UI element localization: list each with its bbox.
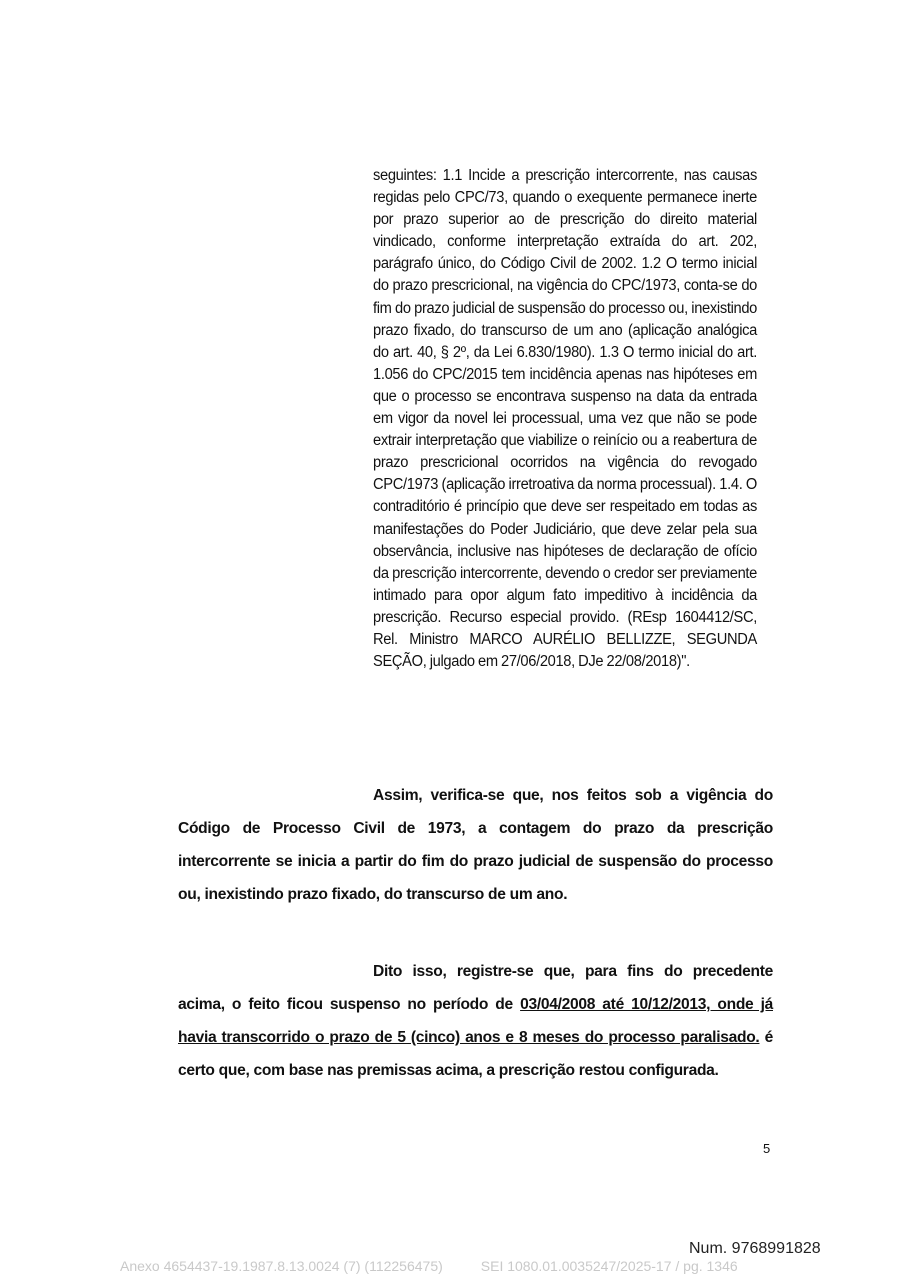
document-number: Num. 9768991828 (689, 1240, 821, 1257)
footer-stamp (120, 1258, 738, 1274)
suspension-text-start: Dito isso, registre-se que, para fins do precedente acima, o feito ficou suspenso no período de (178, 963, 773, 1013)
footer-sei: SEI 1080.01.0035247/2025-17 / pg. 1346 (480, 1258, 738, 1274)
suspension-text-end: é certo que, com base nas premissas acima, a prescrição restou configurada. (178, 1029, 774, 1079)
suspension-period-underlined: 03/04/2008 até 10/12/2013, onde já havia transcorrido o prazo de 5 (cinco) anos e 8 meses do processo paralisado. (178, 996, 773, 1046)
suspension-paragraph (178, 955, 773, 1087)
quoted-jurisprudence: seguintes: 1.1 Incide a prescrição intercorrente, nas causas regidas pelo CPC/73, quando o exequente permanece inerte por prazo superior ao de prescrição do direito material vindicado, conforme interpretação extraída do art. 202, parágrafo único, do Código Civil de 2002. 1.2 O termo inicial do prazo prescricional, na vigência do CPC/1973, conta-se do fim do prazo judicial de suspensão do processo ou, inexistindo prazo fixado, do transcurso de um ano (aplicação analógica do art. 40, § 2º, da Lei 6.830/1980). 1.3 O termo inicial do art. 1.056 do CPC/2015 tem incidência apenas nas hipóteses em que o processo se encontrava suspenso na data da entrada em vigor da novel lei processual, uma vez que não se pode extrair interpretação que viabilize o reinício ou a reabertura de prazo prescricional ocorridos na vigência do revogado CPC/1973 (aplicação irretroativa da norma processual). 1.4. O contraditório é princípio que deve ser respeitado em todas as manifestações do Poder Judiciário, que deve zelar pela sua observância, inclusive nas hipóteses de declaração de ofício da prescrição intercorrente, devendo o credor ser previamente intimado para opor algum fato impeditivo à incidência da prescrição. Recurso especial provido. (REsp 1604412/SC, Rel. Ministro MARCO AURÉLIO BELLIZZE, SEGUNDA SEÇÃO, julgado em 27/06/2018, DJe 22/08/2018)". (373, 167, 757, 671)
conclusion-paragraph (178, 779, 773, 911)
footer-annex: Anexo 4654437-19.1987.8.13.0024 (7) (112256475) (120, 1258, 443, 1274)
conclusion-text: Assim, verifica-se que, nos feitos sob a vigência do Código de Processo Civil de 1973, a contagem do prazo da prescrição intercorrente se inicia a partir do fim do prazo judicial de suspensão do processo ou, inexistindo prazo fixado, do transcurso de um ano. (178, 787, 773, 903)
page-number: 5 (763, 1141, 771, 1156)
